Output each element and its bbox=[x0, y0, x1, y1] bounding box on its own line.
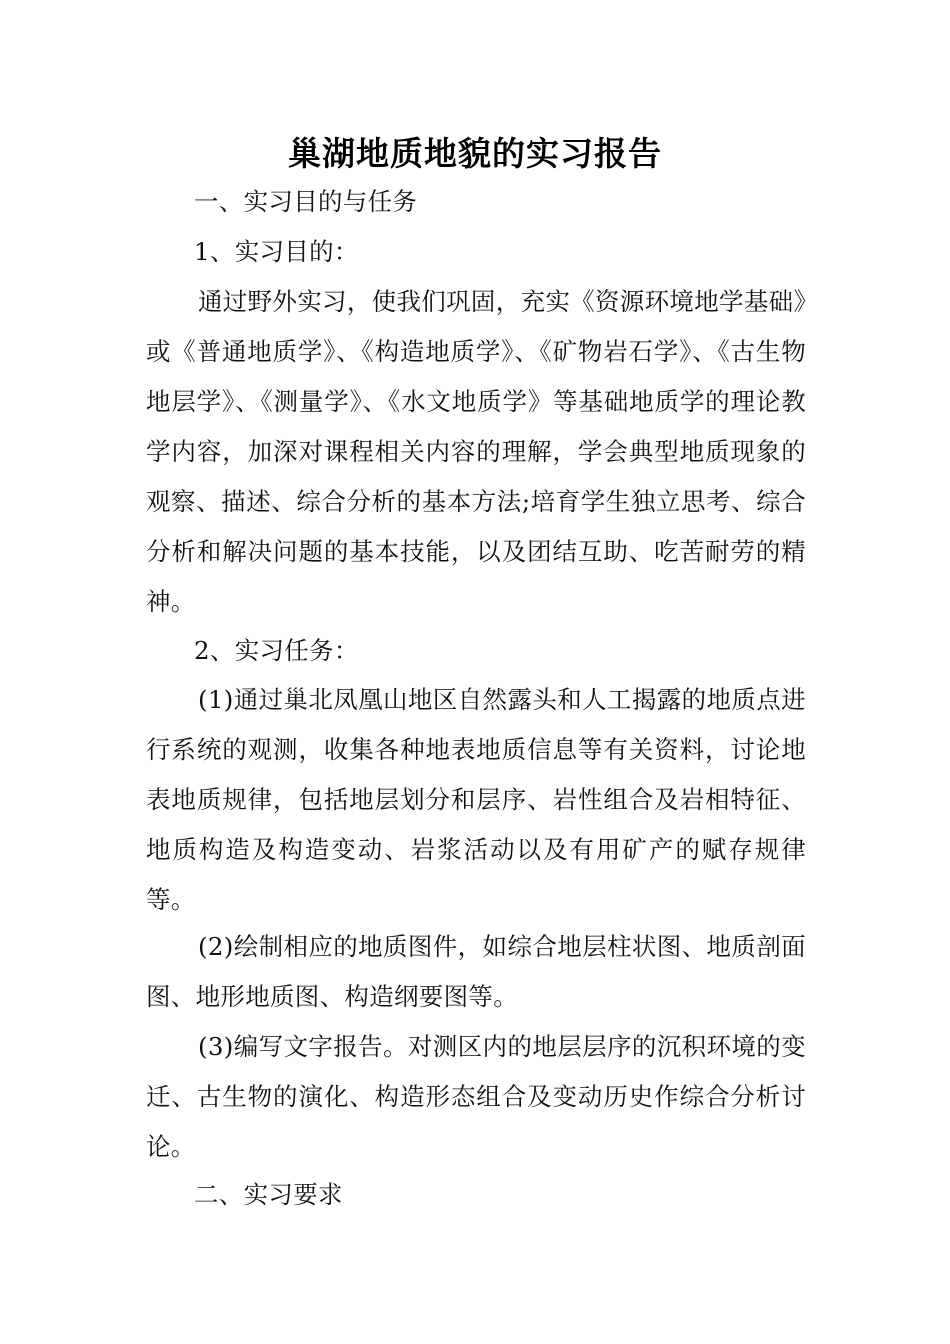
subsection-heading-tasks: 2、实习任务： bbox=[194, 636, 359, 665]
task-paragraph-2: (2)绘制相应的地质图件，如综合地层柱状图、地质剖面图、地形地质图、构造纲要图等。 bbox=[146, 932, 806, 1011]
document-title: 巢湖地质地貌的实习报告 bbox=[288, 134, 662, 173]
section-heading-1: 一、实习目的与任务 bbox=[194, 187, 418, 216]
subsection-heading-purpose: 1、实习目的： bbox=[194, 237, 359, 266]
task-paragraph-1: (1)通过巢北凤凰山地区自然露头和人工揭露的地质点进行系统的观测，收集各种地表地质信息等有关资料，讨论地表地质规律，包括地层划分和层序、岩性组合及岩相特征、地质构造及构造变动、岩浆活动以及有用矿产的赋存规律等。 bbox=[146, 685, 806, 914]
task-paragraph-3: (3)编写文字报告。对测区内的地层层序的沉积环境的变迁、古生物的演化、构造形态组合及变动历史作综合分析讨论。 bbox=[146, 1032, 806, 1161]
purpose-paragraph: 通过野外实习，使我们巩固，充实《资源环境地学基础》或《普通地质学》、《构造地质学》、《矿物岩石学》、《古生物地层学》、《测量学》、《水文地质学》等基础地质学的理论教学内容，加深对课程相关内容的理解，学会典型地质现象的观察、描述、综合分析的基本方法;培育学生独立思考、综合分析和解决问题的基本技能，以及团结互助、吃苦耐劳的精神。 bbox=[146, 287, 806, 616]
section-heading-2: 二、实习要求 bbox=[194, 1180, 343, 1209]
